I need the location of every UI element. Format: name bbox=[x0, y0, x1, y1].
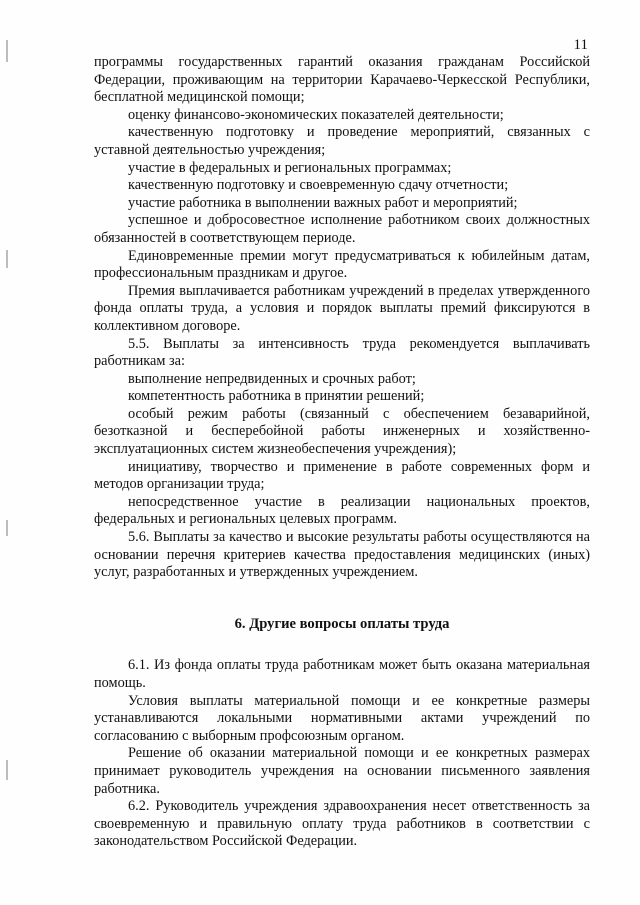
list-item: успешное и добросовестное исполнение работником своих должностных обязанностей в соответствующем периоде. bbox=[94, 212, 590, 246]
list-item: инициативу, творчество и применение в работе современных форм и методов организации труда; bbox=[94, 458, 590, 493]
scan-mark bbox=[6, 760, 8, 780]
paragraph: Решение об оказании материальной помощи и ее конкретных размерах принимает руководитель учреждения на основании письменного заявления работника. bbox=[94, 745, 590, 797]
clause-6-2: 6.2. Руководитель учреждения здравоохранения несет ответственность за своевременную и правильную оплату труда работников в соответствии с законодательством Российской Федерации. bbox=[94, 798, 590, 850]
clause-6-1: 6.1. Из фонда оплаты труда работникам может быть оказана материальная помощь. bbox=[94, 657, 590, 691]
document-body bbox=[94, 54, 590, 851]
list-item: выполнение непредвиденных и срочных работ; bbox=[128, 370, 416, 387]
section-heading: 6. Другие вопросы оплаты труда bbox=[234, 615, 450, 632]
list-item: участие в федеральных и региональных программах; bbox=[128, 159, 452, 176]
scan-mark bbox=[6, 520, 8, 536]
paragraph: Премия выплачивается работникам учреждений в пределах утвержденного фонда оплаты труда, а условия и порядок выплаты премий фиксируются в коллективном договоре. bbox=[94, 282, 590, 334]
list-item: компетентность работника в принятии решений; bbox=[128, 388, 425, 405]
list-item: оценку финансово-экономических показателей деятельности; bbox=[128, 106, 504, 123]
paragraph: Условия выплаты материальной помощи и ее конкретные размеры устанавливаются локальными нормативными актами учреждений по согласованию с выборным профсоюзным органом. bbox=[94, 692, 590, 744]
list-item: качественную подготовку и своевременную сдачу отчетности; bbox=[128, 177, 509, 194]
list-item: особый режим работы (связанный с обеспечением безаварийной, безотказной и бесперебойной работы инженерных и хозяйственно-эксплуатационных систем жизнеобеспечения учреждения); bbox=[94, 405, 590, 458]
page-number: 11 bbox=[573, 37, 588, 53]
scan-mark bbox=[6, 250, 8, 268]
scan-margin-marks bbox=[6, 0, 10, 905]
paragraph: программы государственных гарантий оказания гражданам Российской Федерации, проживающим на территории Карачаево-Черкесской Республики, бесплатной медицинской помощи; bbox=[94, 54, 590, 106]
paragraph: Единовременные премии могут предусматриваться к юбилейным датам, профессиональным праздникам и другое. bbox=[94, 247, 590, 282]
list-item: непосредственное участие в реализации национальных проектов, федеральных и региональных целевых программ. bbox=[94, 493, 590, 528]
clause-5-5: 5.5. Выплаты за интенсивность труда рекомендуется выплачивать работникам за: bbox=[94, 335, 590, 370]
list-item: участие работника в выполнении важных работ и мероприятий; bbox=[128, 194, 518, 211]
clause-5-6: 5.6. Выплаты за качество и высокие результаты работы осуществляются на основании перечня критериев качества предоставления медицинских (иных) услуг, разработанных и утвержденных учреждением. bbox=[94, 529, 590, 581]
scan-mark bbox=[6, 40, 8, 62]
list-item: качественную подготовку и проведение мероприятий, связанных с уставной деятельностью учреждения; bbox=[94, 124, 590, 158]
